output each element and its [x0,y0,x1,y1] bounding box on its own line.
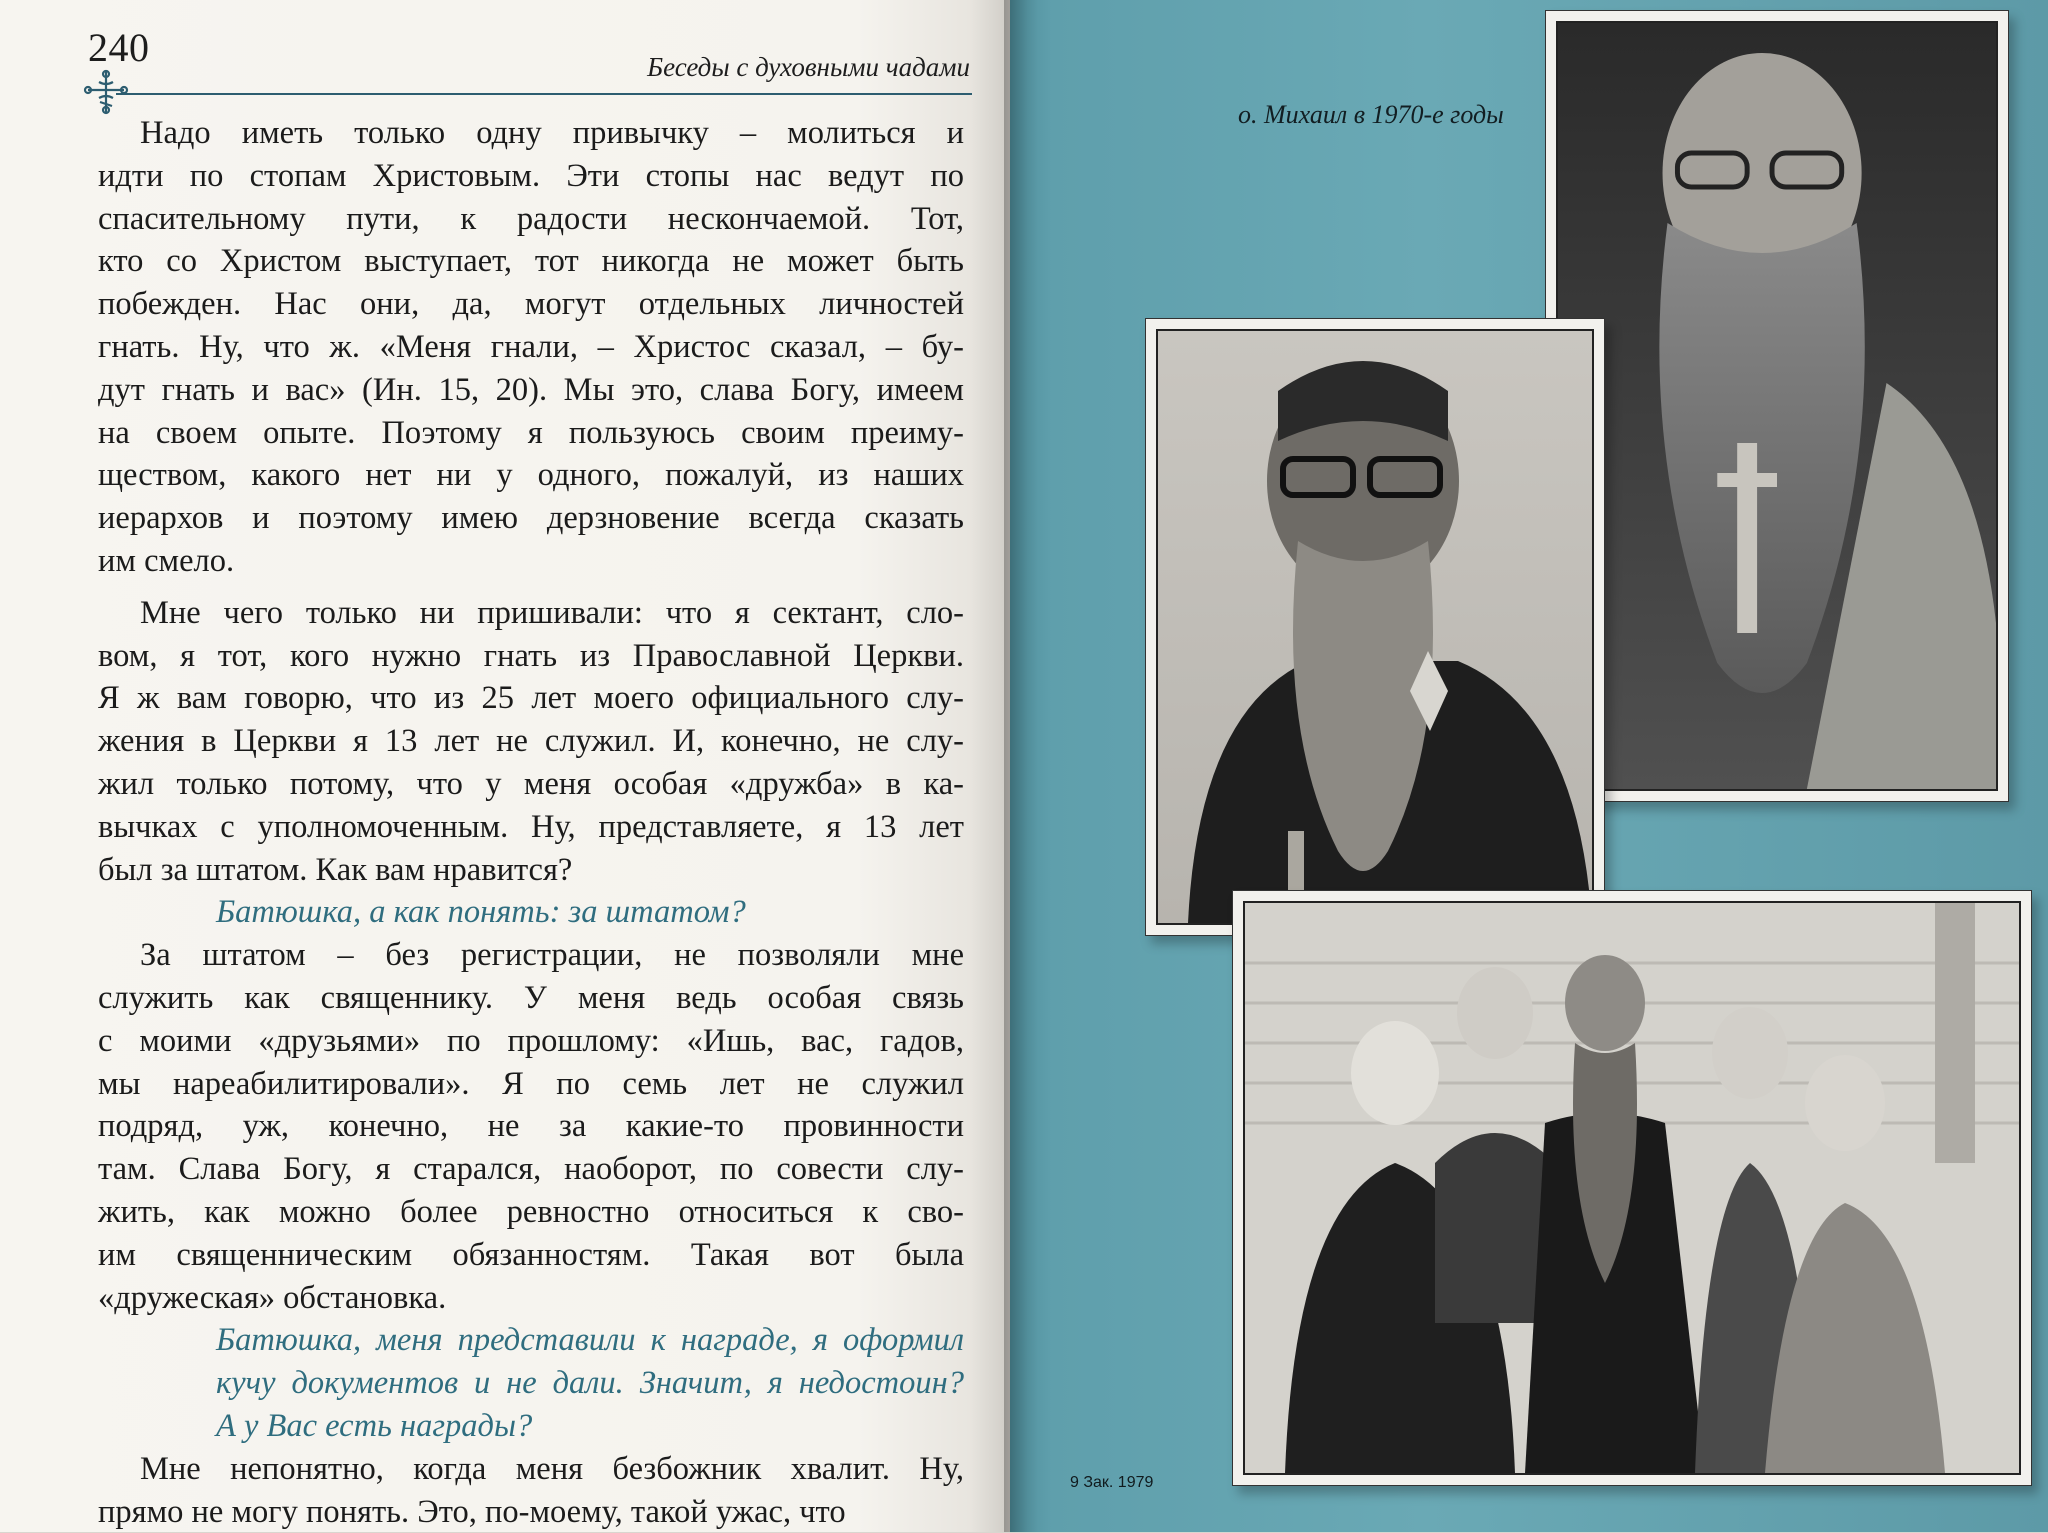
paragraph-gap [98,583,964,592]
text-line: вом, я тот, кого нужно гнать из Православной Церкви. [98,635,964,678]
text-line: вычках с уполномоченным. Ну, представляете, я 13 лет [98,806,964,849]
text-line: прямо не могу понять. Это, по-моему, такой ужас, что [98,1491,964,1533]
text-line: на своем опыте. Поэтому я пользуюсь своим преиму- [98,412,964,455]
running-head: Беседы с духовными чадами [647,52,970,83]
question-line: кучу документов и не дали. Значит, я недостоин? [98,1362,964,1405]
left-page [0,0,1010,1532]
photo-portrait-glasses [1145,318,1605,936]
question-line: Батюшка, меня представили к награде, я оформил [98,1319,964,1362]
text-line: Мне чего только ни пришивали: что я сектант, сло- [98,592,964,635]
photo-portrait-elder [1545,10,2009,802]
text-line: там. Слава Богу, я старался, наоборот, по совести слу- [98,1148,964,1191]
text-line: Я ж вам говорю, что из 25 лет моего официального слу- [98,677,964,720]
text-line: жения в Церкви я 13 лет не служил. И, конечно, не слу- [98,720,964,763]
text-line: им смело. [98,540,964,583]
text-line: побежден. Нас они, да, могут отдельных личностей [98,283,964,326]
footer-code: 9 Зак. 1979 [1070,1474,1153,1492]
photo-group [1232,890,2032,1486]
text-line: кто со Христом выступает, тот никогда не может быть [98,240,964,283]
text-line: с моими «друзьями» по прошлому: «Ишь, вас, гадов, [98,1020,964,1063]
gutter-shadow [1004,0,1038,1532]
text-line: служить как священнику. У меня ведь особая связь [98,977,964,1020]
question-line: Батюшка, а как понять: за штатом? [98,891,964,934]
text-line: жить, как можно более ревностно относиться к сво- [98,1191,964,1234]
page-number: 240 [88,24,150,71]
question-line: А у Вас есть награды? [98,1405,964,1448]
text-line: жил только потому, что у меня особая «дружба» в ка- [98,763,964,806]
text-line: «дружеская» обстановка. [98,1277,964,1320]
text-line: подряд, уж, конечно, не за какие-то провинности [98,1105,964,1148]
text-line: гнать. Ну, что ж. «Меня гнали, – Христос сказал, – бу- [98,326,964,369]
photo-caption: о. Михаил в 1970-е годы [1238,100,1504,130]
text-line: иерархов и поэтому имею дерзновение всегда сказать [98,497,964,540]
text-line: Надо иметь только одну привычку – молиться и [98,112,964,155]
text-line: За штатом – без регистрации, не позволяли мне [98,934,964,977]
text-line: идти по стопам Христовым. Эти стопы нас ведут по [98,155,964,198]
text-line: спасительному пути, к радости нескончаемой. Тот, [98,198,964,241]
text-line: был за штатом. Как вам нравится? [98,849,964,892]
body-text [98,112,964,1533]
cross-ornament-icon [82,68,130,116]
header-rule [116,93,972,95]
text-line: мы нареабилитировали». Я по семь лет не служил [98,1063,964,1106]
text-line: ществом, какого нет ни у одного, пожалуй, из наших [98,454,964,497]
text-line: им священническим обязанностям. Такая вот была [98,1234,964,1277]
text-line: Мне непонятно, когда меня безбожник хвалит. Ну, [98,1448,964,1491]
text-line: дут гнать и вас» (Ин. 15, 20). Мы это, слава Богу, имеем [98,369,964,412]
